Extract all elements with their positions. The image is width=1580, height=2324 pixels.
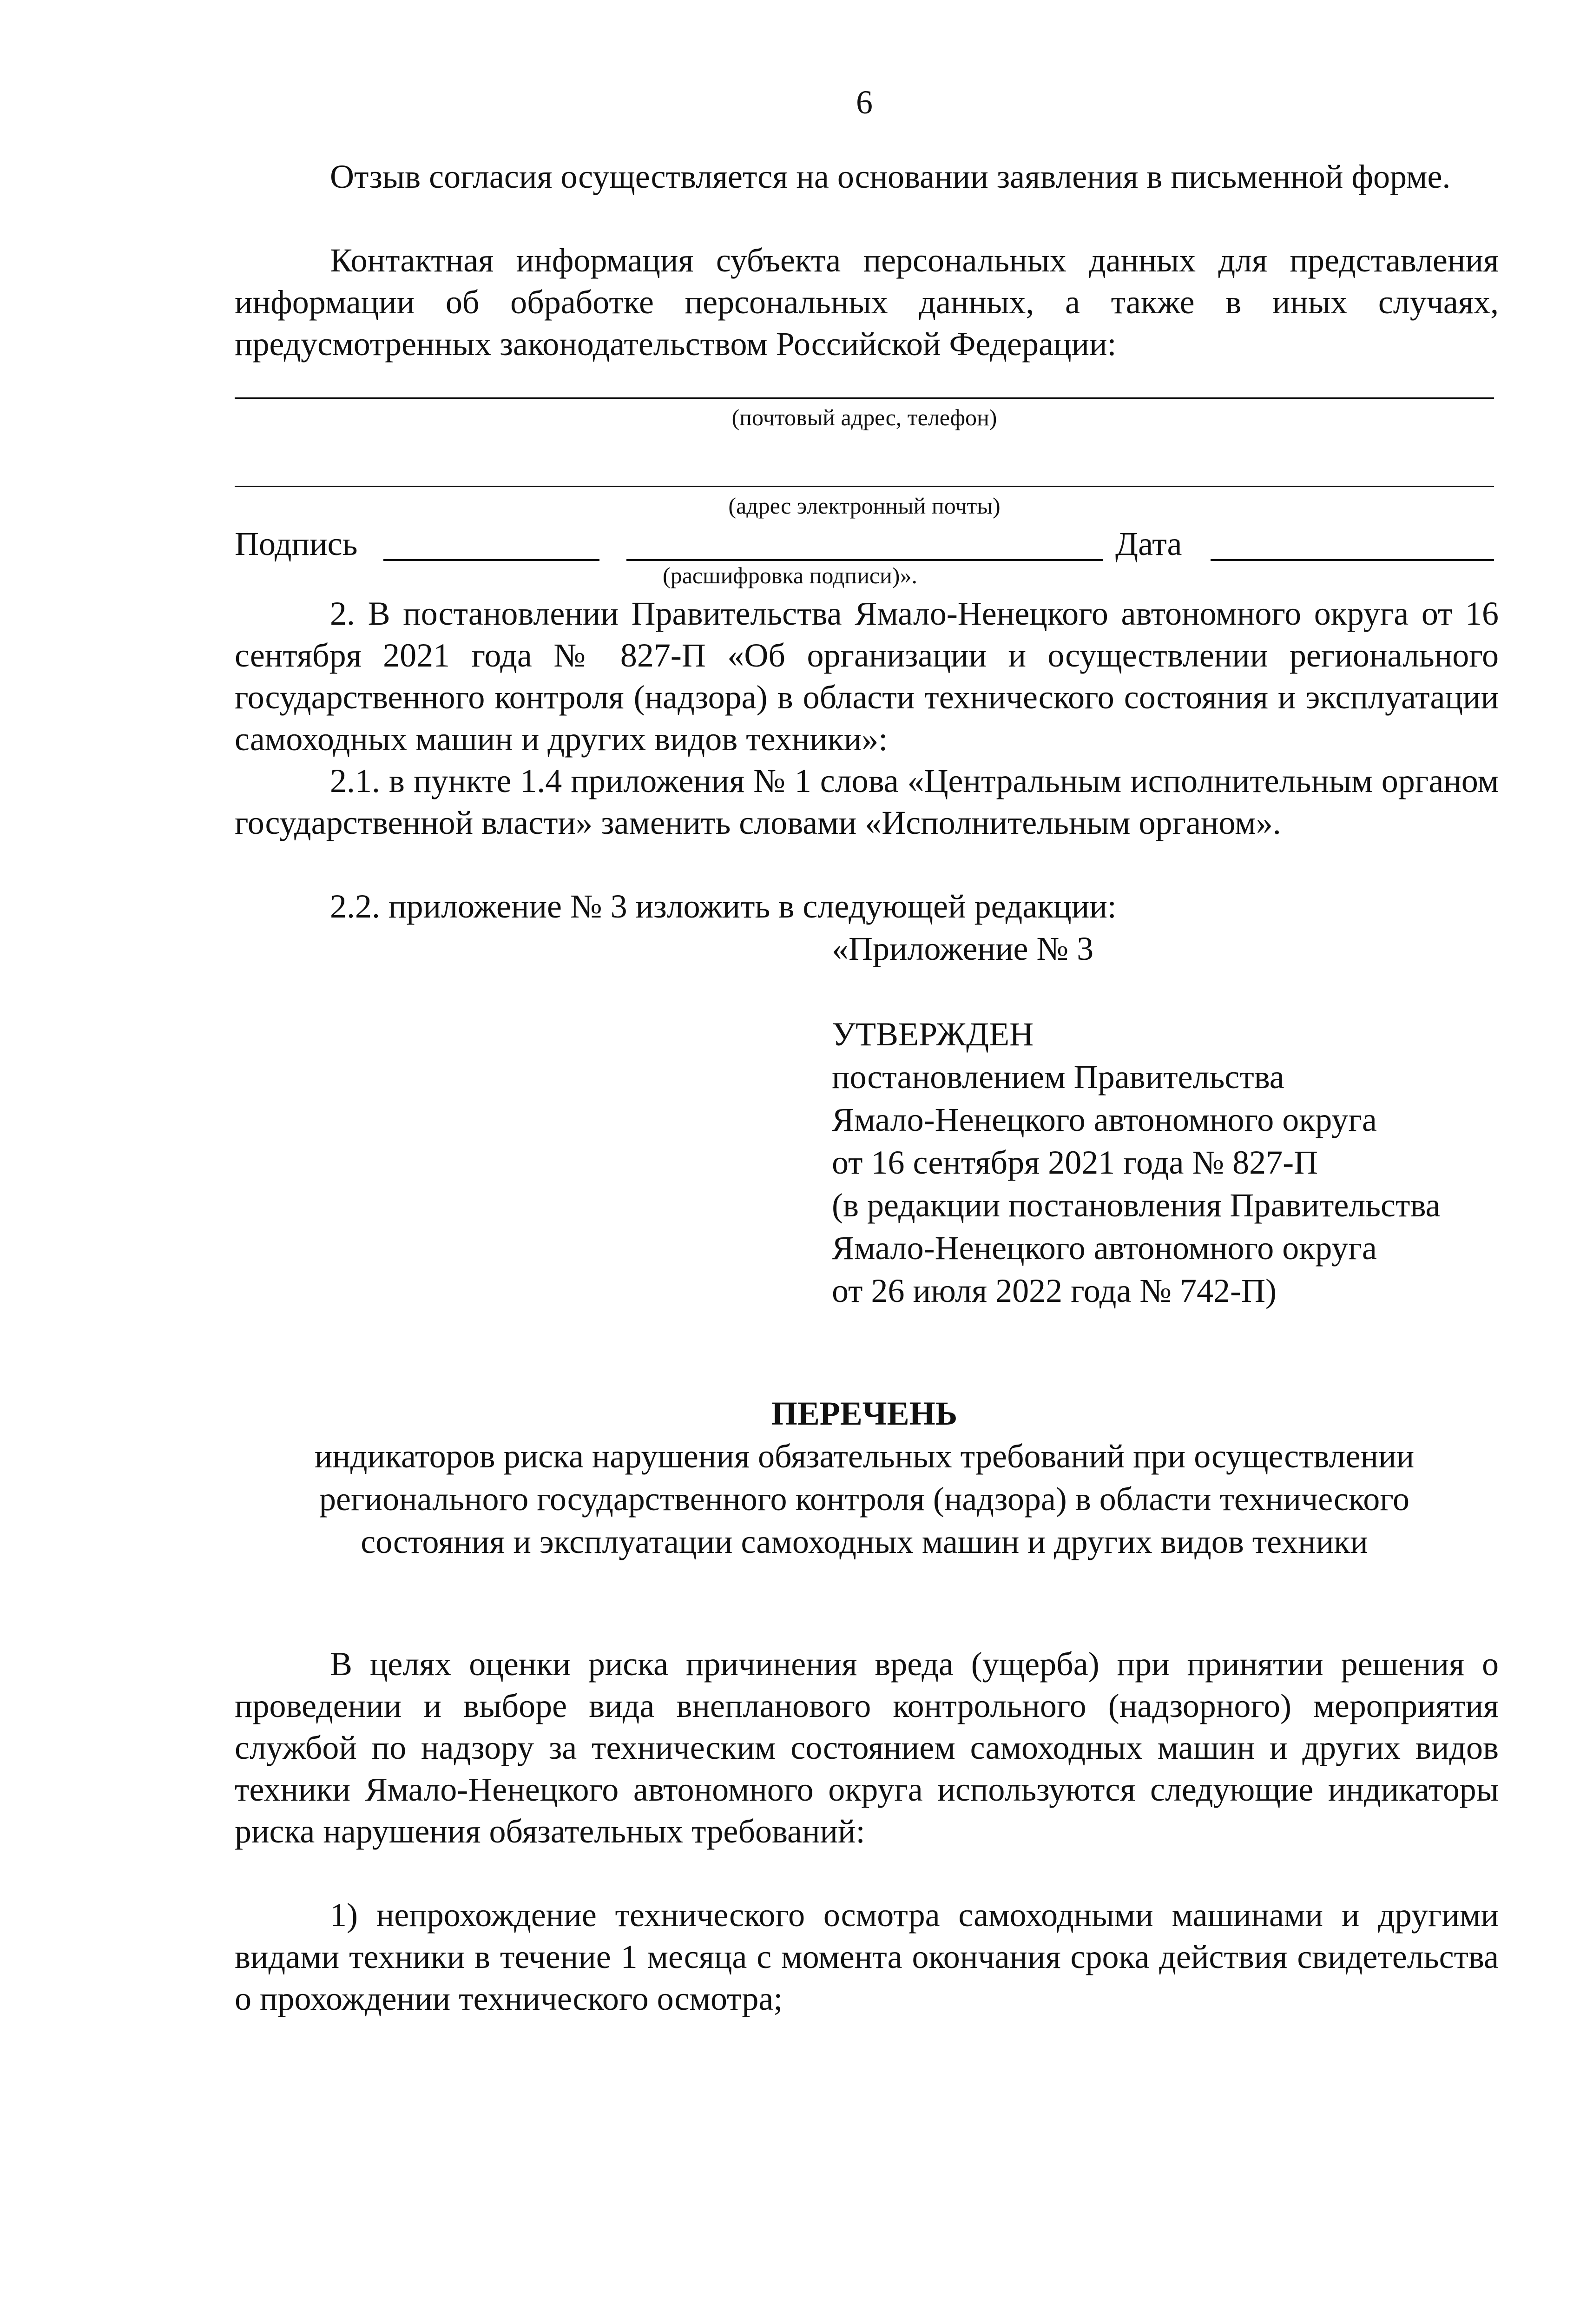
list-subtitle-line-1: индикаторов риска нарушения обязательных требований при осуществлении (314, 1438, 1415, 1475)
appendix-title: «Приложение № 3 (832, 930, 1094, 967)
appendix-spacer (832, 970, 1501, 1013)
signature-decoding-caption: (расшифровка подписи)». (663, 562, 917, 588)
indicator-item-1: 1) непрохождение технического осмотра самоходными машинами и другими видами техники в течение 1 месяца с момента окончания срока действия свидетельства о прохождении технического осмотра; (235, 1896, 1499, 2017)
paragraph-purpose: В целях оценки риска причинения вреда (ущерба) при принятии решения о проведении и выборе вида внепланового контрольного (надзорного) мероприятия службой по надзору за техническим состоянием самоходных машин и других видов техники Ямало-Ненецкого автономного округа используются следующие индикаторы риска нарушения обязательных требований: (235, 1645, 1499, 1850)
page-number: 6 (856, 84, 873, 121)
signature-field-line (383, 559, 599, 561)
list-title: ПЕРЕЧЕНЬ (771, 1395, 958, 1432)
appendix-line-2: Ямало-Ненецкого автономного округа (832, 1101, 1377, 1138)
signature-label: Подпись (235, 525, 358, 562)
appendix-line-1: постановлением Правительства (832, 1058, 1284, 1096)
signature-row (235, 523, 1499, 565)
appendix-line-6: от 26 июля 2022 года № 742-П) (832, 1272, 1277, 1309)
paragraph-item-2-1: 2.1. в пункте 1.4 приложения № 1 слова «Центральным исполнительным органом государственной власти» заменить словами «Исполнительным органом». (235, 762, 1499, 841)
postal-address-caption: (почтовый адрес, телефон) (731, 404, 997, 430)
list-subtitle-line-2: регионального государственного контроля (надзора) в области технического (319, 1480, 1409, 1518)
postal-address-line (235, 397, 1494, 399)
appendix-line-3: от 16 сентября 2021 года № 827-П (832, 1144, 1318, 1181)
appendix-approved: УТВЕРЖДЕН (832, 1016, 1034, 1053)
paragraph-item-2-2: 2.2. приложение № 3 изложить в следующей редакции: (330, 888, 1117, 925)
paragraph-contact-info: Контактная информация субъекта персональных данных для представления информации об обработке персональных данных, а также в иных случаях, предусмотренных законодательством Российской Федерации: (235, 242, 1499, 363)
paragraph-item-2: 2. В постановлении Правительства Ямало-Ненецкого автономного округа от 16 сентября 2021 года № 827-П «Об организации и осуществлении регионального государственного контроля (надзора) в области технического состояния и эксплуатации самоходных машин и других видов техники»: (235, 595, 1499, 758)
paragraph-consent-revocation: Отзыв согласия осуществляется на основании заявления в письменной форме. (330, 158, 1451, 195)
appendix-header (832, 927, 1501, 1312)
list-heading (235, 1392, 1494, 1563)
date-field-line (1211, 559, 1494, 561)
email-address-line (235, 486, 1494, 487)
appendix-line-5: Ямало-Ненецкого автономного округа (832, 1229, 1377, 1267)
signature-decoding-field-line (626, 559, 1103, 561)
date-label: Дата (1115, 525, 1182, 562)
email-address-caption: (адрес электронный почты) (728, 493, 1001, 519)
appendix-line-4: (в редакции постановления Правительства (832, 1187, 1441, 1224)
list-subtitle-line-3: состояния и эксплуатации самоходных машин и других видов техники (361, 1523, 1368, 1560)
